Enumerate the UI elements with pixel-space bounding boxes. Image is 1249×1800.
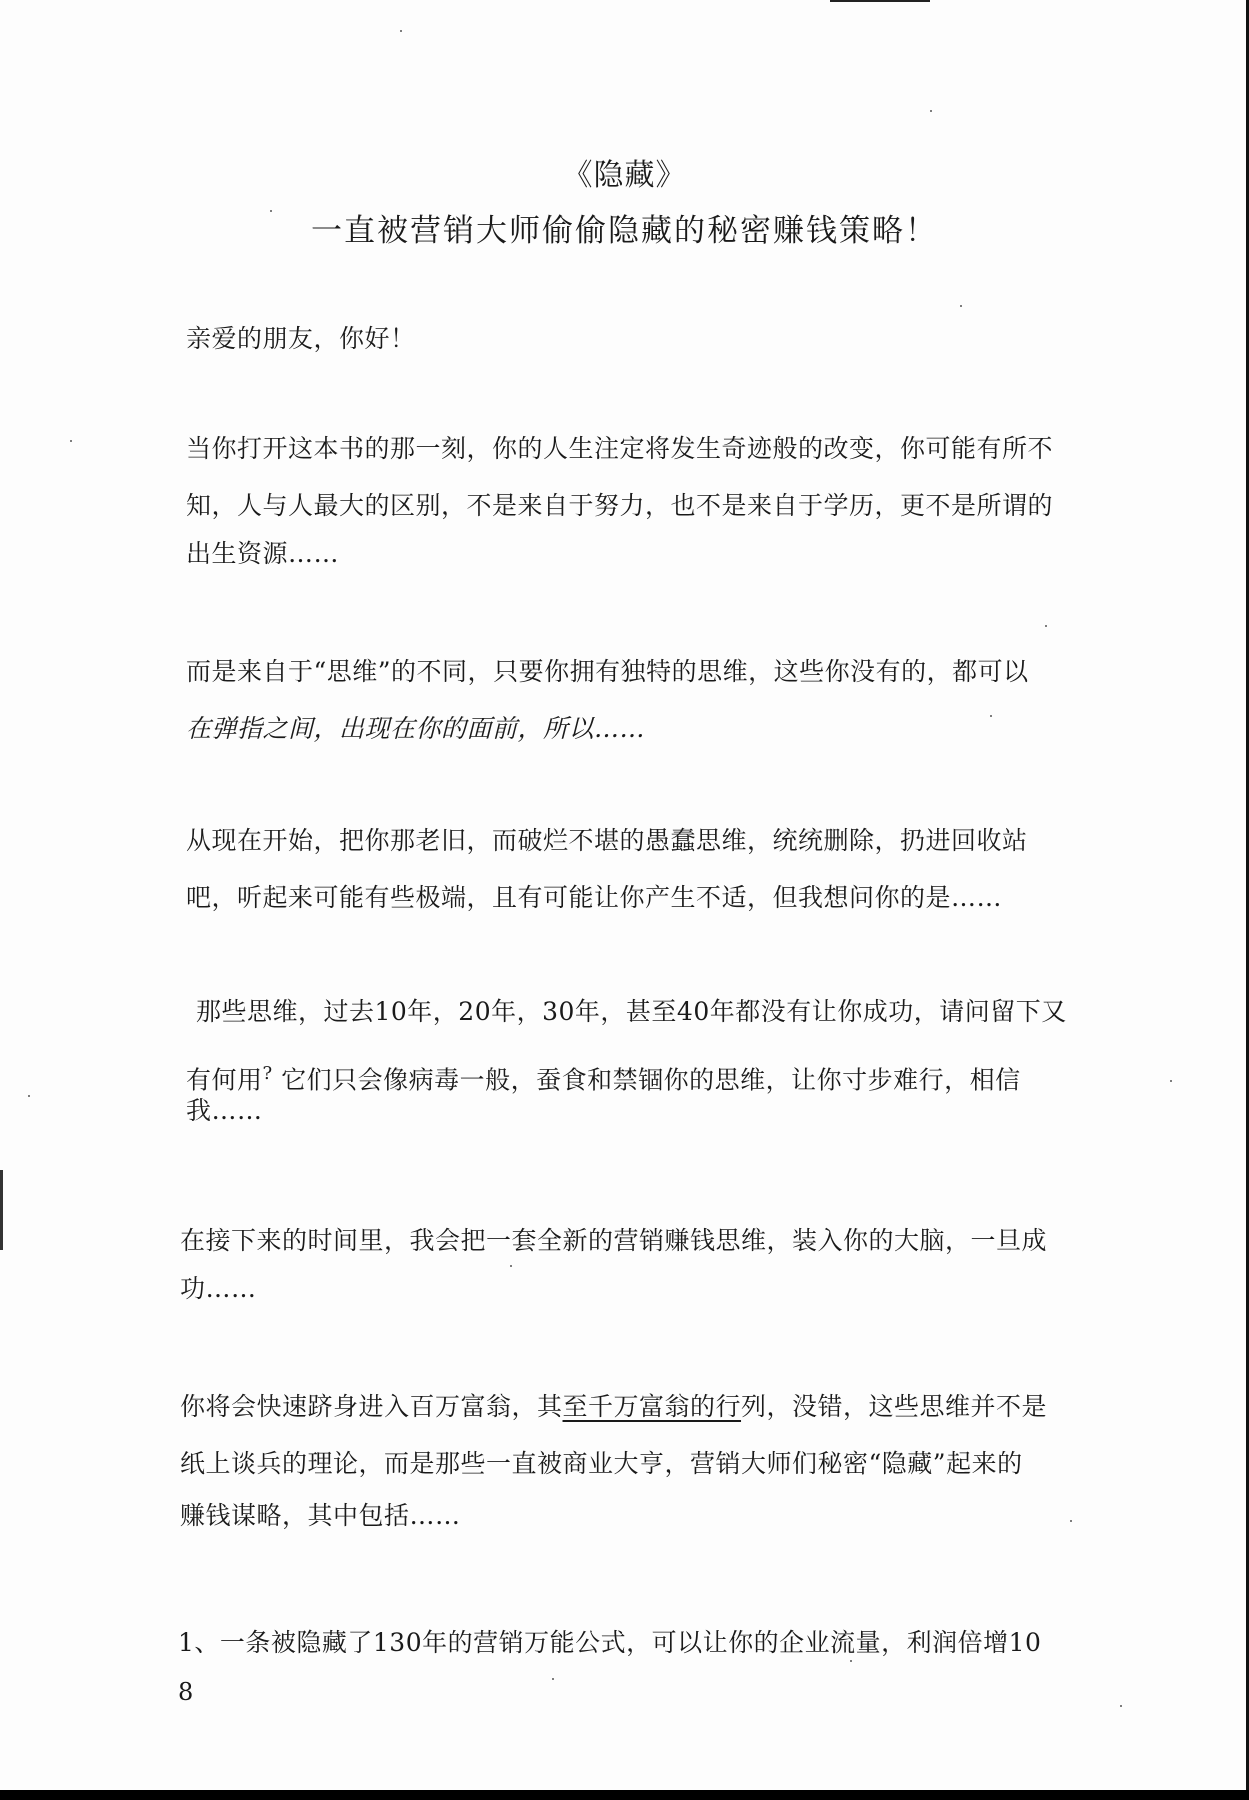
scan-speck	[1045, 625, 1047, 627]
paragraph-2	[186, 643, 1146, 757]
greeting-paragraph	[186, 310, 1146, 367]
paragraph-3	[186, 812, 1146, 926]
text-line: 亲爱的朋友，你好！	[186, 324, 416, 353]
paragraph-4	[186, 983, 1156, 1126]
text-line: 出生资源……	[186, 539, 340, 568]
scan-speck	[930, 110, 932, 112]
question-mark: ?	[262, 1063, 273, 1084]
text-line	[186, 1054, 1156, 1100]
text-line: 知，人与人最大的区别，不是来自于努力，也不是来自于学历，更不是所谓的	[186, 491, 1054, 520]
text-line: 吧，听起来可能有些极端，且有可能让你产生不适，但我想问你的是……	[186, 883, 1003, 912]
text-line: 赚钱谋略，其中包括……	[180, 1501, 461, 1530]
text-line: 纸上谈兵的理论，而是那些一直被商业大亨，营销大师们秘密“隐藏”起来的	[180, 1449, 1023, 1478]
scan-speck	[400, 30, 402, 32]
page-number: 8	[178, 1678, 194, 1706]
text-line: 那些思维，过去10年，20年，30年，甚至40年都没有让你成功，请问留下又	[196, 997, 1067, 1026]
text-fragment: 它们只会像病毒一般，蚕食和禁锢你的思维，让你寸步难行，相信	[281, 1065, 1021, 1095]
scan-edge-bottom	[0, 1790, 1249, 1800]
text-line: 而是来自于“思维”的不同，只要你拥有独特的思维，这些你没有的，都可以	[186, 657, 1029, 686]
scan-edge-mark	[830, 0, 930, 2]
scan-speck	[1170, 1080, 1172, 1082]
scan-speck	[28, 1095, 30, 1097]
scan-speck	[552, 1678, 554, 1680]
scan-speck	[70, 440, 72, 442]
text-fragment: 列，没错，这些思维并不是	[741, 1392, 1048, 1421]
scan-speck	[1120, 1705, 1122, 1707]
scan-speck	[960, 305, 962, 307]
paragraph-6	[180, 1378, 1140, 1540]
text-line	[180, 1378, 1140, 1435]
document-title: 《隐藏》	[562, 158, 687, 193]
text-line: 功……	[180, 1274, 257, 1303]
underlined-text: 至千万富翁的行	[562, 1392, 742, 1421]
text-line: 1、一条被隐藏了130年的营销万能公式，可以让你的企业流量，利润倍增10	[178, 1628, 1042, 1657]
paragraph-7	[178, 1614, 1138, 1671]
text-line: 当你打开这本书的那一刻，你的人生注定将发生奇迹般的改变，你可能有所不	[186, 434, 1054, 463]
text-line: 在接下来的时间里，我会把一套全新的营销赚钱思维，装入你的大脑，一旦成	[180, 1226, 1048, 1255]
paragraph-5	[180, 1212, 1140, 1309]
paragraph-1	[186, 420, 1146, 574]
text-line: 在弹指之间，出现在你的面前，所以……	[186, 714, 646, 743]
text-fragment: 你将会快速跻身进入百万富翁，其	[180, 1392, 563, 1421]
document-subtitle: 一直被营销大师偷偷隐藏的秘密赚钱策略！	[311, 213, 938, 249]
scan-edge-left	[0, 1170, 3, 1250]
text-fragment: 有何用	[186, 1065, 263, 1095]
text-line: 从现在开始，把你那老旧，而破烂不堪的愚蠢思维，统统删除，扔进回收站	[186, 826, 1028, 855]
text-line: 我……	[186, 1096, 263, 1126]
